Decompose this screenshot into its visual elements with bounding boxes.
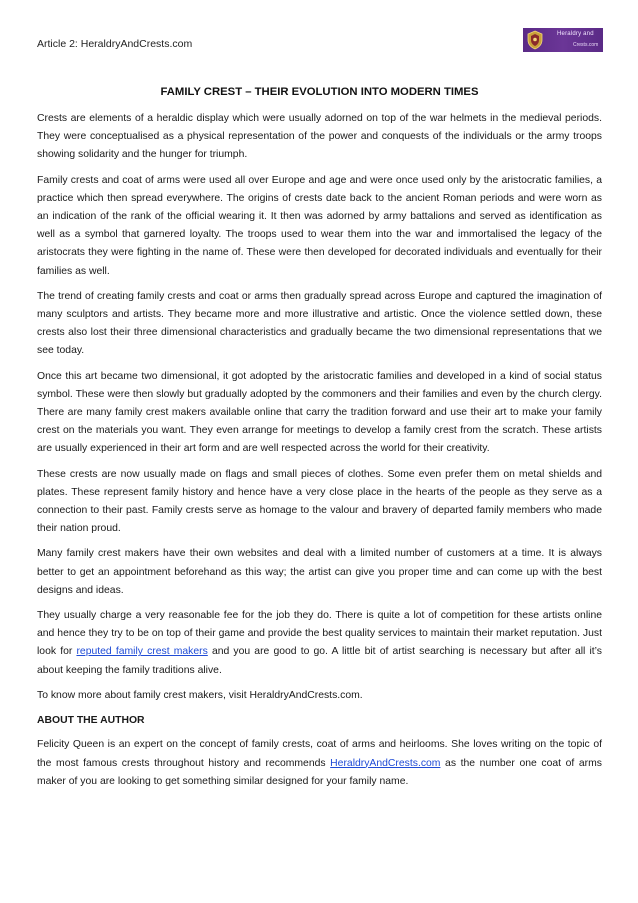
paragraph-4: Once this art became two dimensional, it got adopted by the aristocratic families and developed in a kind of social status symbol. These were then slowly but gradually adopted by the commoners and their families and even by the church clergy. There are many family crest makers available online that carry the tradition forward and use their art to make your family crest on the materials you want. They even arrange for meetings to develop a family crest from the scratch. These artists are usually experienced in their art form and are well respected across the world for their creativity. bbox=[37, 370, 602, 455]
paragraph-5: These crests are now usually made on flags and small pieces of clothes. Some even prefer them on metal shields and plates. These represent family history and hence have a very close place in the hearts of the people as they serve as a connection to their past. Family crests serve as homage to the valour and bravery of departed family members who made their nation proud. bbox=[37, 468, 602, 535]
about-text-after: as the number one coat of arms maker of you are looking to get something similar designed for your family name. bbox=[37, 757, 602, 787]
paragraph-6: Many family crest makers have their own websites and deal with a limited number of customers at a time. It is always better to get an appointment beforehand as this way; the artist can give you proper time and can come up with the best designs and ideas. bbox=[37, 548, 602, 596]
about-text-before: Felicity Queen is an expert on the concept of family crests, coat of arms and heirlooms. She loves writing on the topic of the most famous crests throughout history and recommends bbox=[37, 739, 602, 769]
crest-makers-link[interactable]: reputed family crest makers bbox=[76, 646, 208, 658]
paragraph-7 bbox=[37, 607, 602, 680]
site-logo bbox=[523, 28, 603, 52]
paragraph-3: The trend of creating family crests and coat or arms then gradually spread across Europe and captured the imagination of many sculptors and artists. They became more and more illustrative and artistic. Once the violence settled down, these crests also lost their three dimensional characteristics and gradually became the two dimensional representations that we see today. bbox=[37, 290, 602, 357]
paragraph-7-text-before: They usually charge a very reasonable fee for the job they do. There is quite a lot of competition for these artists online and hence they try to be on top of their game and provide the best quality services to maintain their market reputation. Just look for bbox=[37, 610, 602, 658]
paragraph-2: Family crests and coat of arms were used all over Europe and age and were once used only by the aristocratic families, a practice which then spread everywhere. The origins of crests date back to the ancient Roman periods and were worn as an indication of the rank of the official wearing it. It then was adorned by army battalions and served as identification as well as a symbol that garnered loyalty. The troops used to wear them into the war and immortalised the legacy of the aristocrats they were fighting in the name of. These were then developed for decorated individuals and eventually for their families as well. bbox=[37, 174, 602, 277]
logo-text-bottom: Crests.com bbox=[573, 42, 599, 48]
crest-emblem-icon bbox=[526, 30, 544, 50]
article-body bbox=[37, 110, 602, 798]
about-author-text bbox=[37, 736, 602, 791]
paragraph-7-text-after: and you are good to go. A little bit of artist searching is necessary but after all it’s about keeping the family traditions alive. bbox=[37, 646, 602, 676]
paragraph-8: To know more about family crest makers, visit HeraldryAndCrests.com. bbox=[37, 689, 363, 701]
about-author-heading: ABOUT THE AUTHOR bbox=[37, 715, 145, 727]
logo-text-top: Heraldry and bbox=[557, 31, 594, 37]
paragraph-1: Crests are elements of a heraldic display which were usually adorned on top of the war helmets in the medieval periods. They were conceptualised as a physical representation of the power and conquests of the individuals or the army troops showing solidarity and the hunger for triumph. bbox=[37, 113, 602, 161]
page-title: FAMILY CREST – THEIR EVOLUTION INTO MODERN TIMES bbox=[160, 86, 479, 98]
article-label: Article 2: HeraldryAndCrests.com bbox=[37, 38, 193, 50]
heraldry-site-link[interactable]: HeraldryAndCrests.com bbox=[330, 757, 441, 769]
